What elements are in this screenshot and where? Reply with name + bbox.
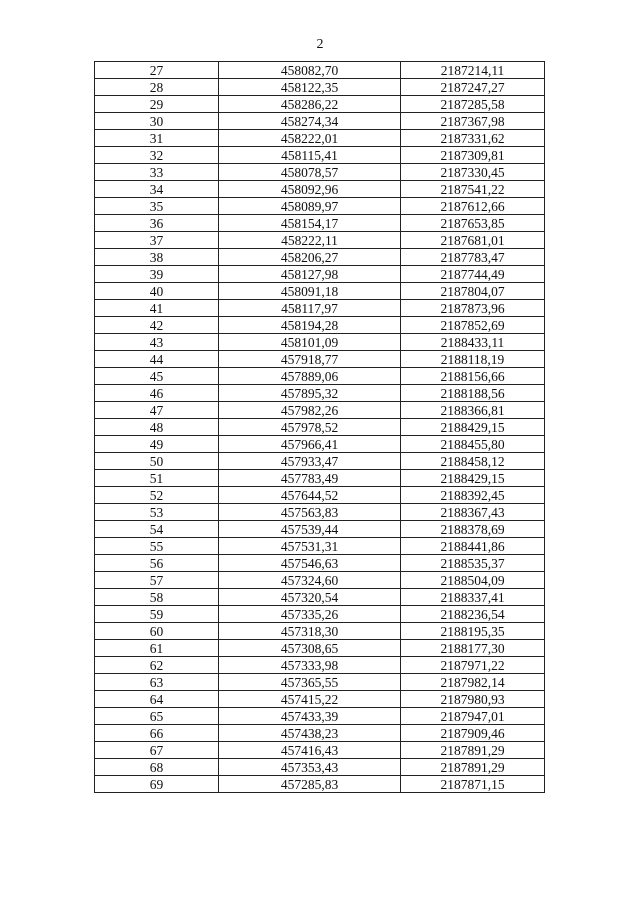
point-number-cell: 39 bbox=[95, 266, 219, 283]
point-number-cell: 60 bbox=[95, 623, 219, 640]
coordinates-table-body bbox=[95, 62, 545, 793]
x-coordinate-cell: 458286,22 bbox=[219, 96, 401, 113]
x-coordinate-cell: 457982,26 bbox=[219, 402, 401, 419]
table-row bbox=[95, 368, 545, 385]
y-coordinate-cell: 2187947,01 bbox=[401, 708, 545, 725]
point-number-cell: 59 bbox=[95, 606, 219, 623]
x-coordinate-cell: 457333,98 bbox=[219, 657, 401, 674]
y-coordinate-cell: 2187873,96 bbox=[401, 300, 545, 317]
y-coordinate-cell: 2187214,11 bbox=[401, 62, 545, 79]
x-coordinate-cell: 457308,65 bbox=[219, 640, 401, 657]
point-number-cell: 43 bbox=[95, 334, 219, 351]
y-coordinate-cell: 2187783,47 bbox=[401, 249, 545, 266]
y-coordinate-cell: 2188177,30 bbox=[401, 640, 545, 657]
x-coordinate-cell: 458117,97 bbox=[219, 300, 401, 317]
table-row bbox=[95, 674, 545, 691]
point-number-cell: 55 bbox=[95, 538, 219, 555]
point-number-cell: 44 bbox=[95, 351, 219, 368]
table-row bbox=[95, 606, 545, 623]
point-number-cell: 46 bbox=[95, 385, 219, 402]
table-row bbox=[95, 198, 545, 215]
point-number-cell: 34 bbox=[95, 181, 219, 198]
y-coordinate-cell: 2188504,09 bbox=[401, 572, 545, 589]
point-number-cell: 54 bbox=[95, 521, 219, 538]
y-coordinate-cell: 2188441,86 bbox=[401, 538, 545, 555]
x-coordinate-cell: 457563,83 bbox=[219, 504, 401, 521]
y-coordinate-cell: 2187612,66 bbox=[401, 198, 545, 215]
table-row bbox=[95, 317, 545, 334]
y-coordinate-cell: 2188195,35 bbox=[401, 623, 545, 640]
table-row bbox=[95, 521, 545, 538]
y-coordinate-cell: 2188188,56 bbox=[401, 385, 545, 402]
x-coordinate-cell: 457546,63 bbox=[219, 555, 401, 572]
x-coordinate-cell: 458206,27 bbox=[219, 249, 401, 266]
point-number-cell: 35 bbox=[95, 198, 219, 215]
x-coordinate-cell: 457966,41 bbox=[219, 436, 401, 453]
point-number-cell: 37 bbox=[95, 232, 219, 249]
point-number-cell: 40 bbox=[95, 283, 219, 300]
x-coordinate-cell: 458091,18 bbox=[219, 283, 401, 300]
y-coordinate-cell: 2187247,27 bbox=[401, 79, 545, 96]
x-coordinate-cell: 458078,57 bbox=[219, 164, 401, 181]
y-coordinate-cell: 2188337,41 bbox=[401, 589, 545, 606]
x-coordinate-cell: 457889,06 bbox=[219, 368, 401, 385]
x-coordinate-cell: 457285,83 bbox=[219, 776, 401, 793]
y-coordinate-cell: 2188378,69 bbox=[401, 521, 545, 538]
table-row bbox=[95, 742, 545, 759]
point-number-cell: 41 bbox=[95, 300, 219, 317]
table-row bbox=[95, 300, 545, 317]
table-row bbox=[95, 776, 545, 793]
point-number-cell: 61 bbox=[95, 640, 219, 657]
x-coordinate-cell: 458089,97 bbox=[219, 198, 401, 215]
y-coordinate-cell: 2187744,49 bbox=[401, 266, 545, 283]
table-row bbox=[95, 470, 545, 487]
table-row bbox=[95, 538, 545, 555]
table-row bbox=[95, 419, 545, 436]
x-coordinate-cell: 457353,43 bbox=[219, 759, 401, 776]
point-number-cell: 48 bbox=[95, 419, 219, 436]
y-coordinate-cell: 2187331,62 bbox=[401, 130, 545, 147]
x-coordinate-cell: 457335,26 bbox=[219, 606, 401, 623]
table-row bbox=[95, 215, 545, 232]
point-number-cell: 29 bbox=[95, 96, 219, 113]
table-row bbox=[95, 130, 545, 147]
x-coordinate-cell: 458082,70 bbox=[219, 62, 401, 79]
point-number-cell: 69 bbox=[95, 776, 219, 793]
x-coordinate-cell: 457895,32 bbox=[219, 385, 401, 402]
y-coordinate-cell: 2188366,81 bbox=[401, 402, 545, 419]
point-number-cell: 30 bbox=[95, 113, 219, 130]
table-row bbox=[95, 657, 545, 674]
point-number-cell: 32 bbox=[95, 147, 219, 164]
x-coordinate-cell: 457318,30 bbox=[219, 623, 401, 640]
x-coordinate-cell: 458101,09 bbox=[219, 334, 401, 351]
point-number-cell: 51 bbox=[95, 470, 219, 487]
page-number: 2 bbox=[316, 37, 324, 52]
x-coordinate-cell: 458222,11 bbox=[219, 232, 401, 249]
x-coordinate-cell: 458127,98 bbox=[219, 266, 401, 283]
table-row bbox=[95, 555, 545, 572]
table-row bbox=[95, 113, 545, 130]
x-coordinate-cell: 458194,28 bbox=[219, 317, 401, 334]
table-row bbox=[95, 79, 545, 96]
point-number-cell: 27 bbox=[95, 62, 219, 79]
y-coordinate-cell: 2188433,11 bbox=[401, 334, 545, 351]
x-coordinate-cell: 457933,47 bbox=[219, 453, 401, 470]
y-coordinate-cell: 2188156,66 bbox=[401, 368, 545, 385]
y-coordinate-cell: 2188429,15 bbox=[401, 470, 545, 487]
x-coordinate-cell: 457438,23 bbox=[219, 725, 401, 742]
y-coordinate-cell: 2187681,01 bbox=[401, 232, 545, 249]
table-row bbox=[95, 334, 545, 351]
y-coordinate-cell: 2188118,19 bbox=[401, 351, 545, 368]
table-row bbox=[95, 147, 545, 164]
x-coordinate-cell: 458274,34 bbox=[219, 113, 401, 130]
table-row bbox=[95, 385, 545, 402]
x-coordinate-cell: 457531,31 bbox=[219, 538, 401, 555]
x-coordinate-cell: 457433,39 bbox=[219, 708, 401, 725]
table-row bbox=[95, 453, 545, 470]
table-row bbox=[95, 232, 545, 249]
y-coordinate-cell: 2187541,22 bbox=[401, 181, 545, 198]
y-coordinate-cell: 2188429,15 bbox=[401, 419, 545, 436]
y-coordinate-cell: 2187871,15 bbox=[401, 776, 545, 793]
point-number-cell: 65 bbox=[95, 708, 219, 725]
point-number-cell: 67 bbox=[95, 742, 219, 759]
x-coordinate-cell: 458154,17 bbox=[219, 215, 401, 232]
y-coordinate-cell: 2188236,54 bbox=[401, 606, 545, 623]
y-coordinate-cell: 2187330,45 bbox=[401, 164, 545, 181]
coordinates-table bbox=[94, 61, 545, 793]
table-row bbox=[95, 623, 545, 640]
point-number-cell: 38 bbox=[95, 249, 219, 266]
x-coordinate-cell: 458222,01 bbox=[219, 130, 401, 147]
point-number-cell: 63 bbox=[95, 674, 219, 691]
y-coordinate-cell: 2187367,98 bbox=[401, 113, 545, 130]
point-number-cell: 56 bbox=[95, 555, 219, 572]
point-number-cell: 53 bbox=[95, 504, 219, 521]
point-number-cell: 47 bbox=[95, 402, 219, 419]
x-coordinate-cell: 457365,55 bbox=[219, 674, 401, 691]
point-number-cell: 49 bbox=[95, 436, 219, 453]
point-number-cell: 68 bbox=[95, 759, 219, 776]
table-row bbox=[95, 436, 545, 453]
y-coordinate-cell: 2187982,14 bbox=[401, 674, 545, 691]
y-coordinate-cell: 2187852,69 bbox=[401, 317, 545, 334]
table-row bbox=[95, 402, 545, 419]
y-coordinate-cell: 2188392,45 bbox=[401, 487, 545, 504]
y-coordinate-cell: 2187309,81 bbox=[401, 147, 545, 164]
y-coordinate-cell: 2188535,37 bbox=[401, 555, 545, 572]
point-number-cell: 64 bbox=[95, 691, 219, 708]
point-number-cell: 42 bbox=[95, 317, 219, 334]
x-coordinate-cell: 457783,49 bbox=[219, 470, 401, 487]
table-row bbox=[95, 691, 545, 708]
table-row bbox=[95, 181, 545, 198]
point-number-cell: 36 bbox=[95, 215, 219, 232]
point-number-cell: 31 bbox=[95, 130, 219, 147]
table-row bbox=[95, 504, 545, 521]
x-coordinate-cell: 457415,22 bbox=[219, 691, 401, 708]
table-row bbox=[95, 266, 545, 283]
point-number-cell: 57 bbox=[95, 572, 219, 589]
point-number-cell: 50 bbox=[95, 453, 219, 470]
x-coordinate-cell: 457320,54 bbox=[219, 589, 401, 606]
table-row bbox=[95, 62, 545, 79]
y-coordinate-cell: 2188455,80 bbox=[401, 436, 545, 453]
table-row bbox=[95, 164, 545, 181]
x-coordinate-cell: 458122,35 bbox=[219, 79, 401, 96]
point-number-cell: 33 bbox=[95, 164, 219, 181]
table-row bbox=[95, 572, 545, 589]
y-coordinate-cell: 2187285,58 bbox=[401, 96, 545, 113]
point-number-cell: 58 bbox=[95, 589, 219, 606]
table-row bbox=[95, 589, 545, 606]
table-row bbox=[95, 487, 545, 504]
point-number-cell: 28 bbox=[95, 79, 219, 96]
point-number-cell: 52 bbox=[95, 487, 219, 504]
table-row bbox=[95, 759, 545, 776]
x-coordinate-cell: 458092,96 bbox=[219, 181, 401, 198]
y-coordinate-cell: 2188367,43 bbox=[401, 504, 545, 521]
table-row bbox=[95, 725, 545, 742]
table-row bbox=[95, 708, 545, 725]
table-row bbox=[95, 283, 545, 300]
y-coordinate-cell: 2188458,12 bbox=[401, 453, 545, 470]
x-coordinate-cell: 457978,52 bbox=[219, 419, 401, 436]
point-number-cell: 62 bbox=[95, 657, 219, 674]
y-coordinate-cell: 2187909,46 bbox=[401, 725, 545, 742]
table-row bbox=[95, 640, 545, 657]
table-row bbox=[95, 249, 545, 266]
x-coordinate-cell: 458115,41 bbox=[219, 147, 401, 164]
x-coordinate-cell: 457644,52 bbox=[219, 487, 401, 504]
y-coordinate-cell: 2187804,07 bbox=[401, 283, 545, 300]
x-coordinate-cell: 457416,43 bbox=[219, 742, 401, 759]
y-coordinate-cell: 2187891,29 bbox=[401, 742, 545, 759]
table-row bbox=[95, 96, 545, 113]
y-coordinate-cell: 2187971,22 bbox=[401, 657, 545, 674]
x-coordinate-cell: 457918,77 bbox=[219, 351, 401, 368]
y-coordinate-cell: 2187980,93 bbox=[401, 691, 545, 708]
x-coordinate-cell: 457539,44 bbox=[219, 521, 401, 538]
y-coordinate-cell: 2187653,85 bbox=[401, 215, 545, 232]
point-number-cell: 45 bbox=[95, 368, 219, 385]
x-coordinate-cell: 457324,60 bbox=[219, 572, 401, 589]
table-row bbox=[95, 351, 545, 368]
point-number-cell: 66 bbox=[95, 725, 219, 742]
y-coordinate-cell: 2187891,29 bbox=[401, 759, 545, 776]
